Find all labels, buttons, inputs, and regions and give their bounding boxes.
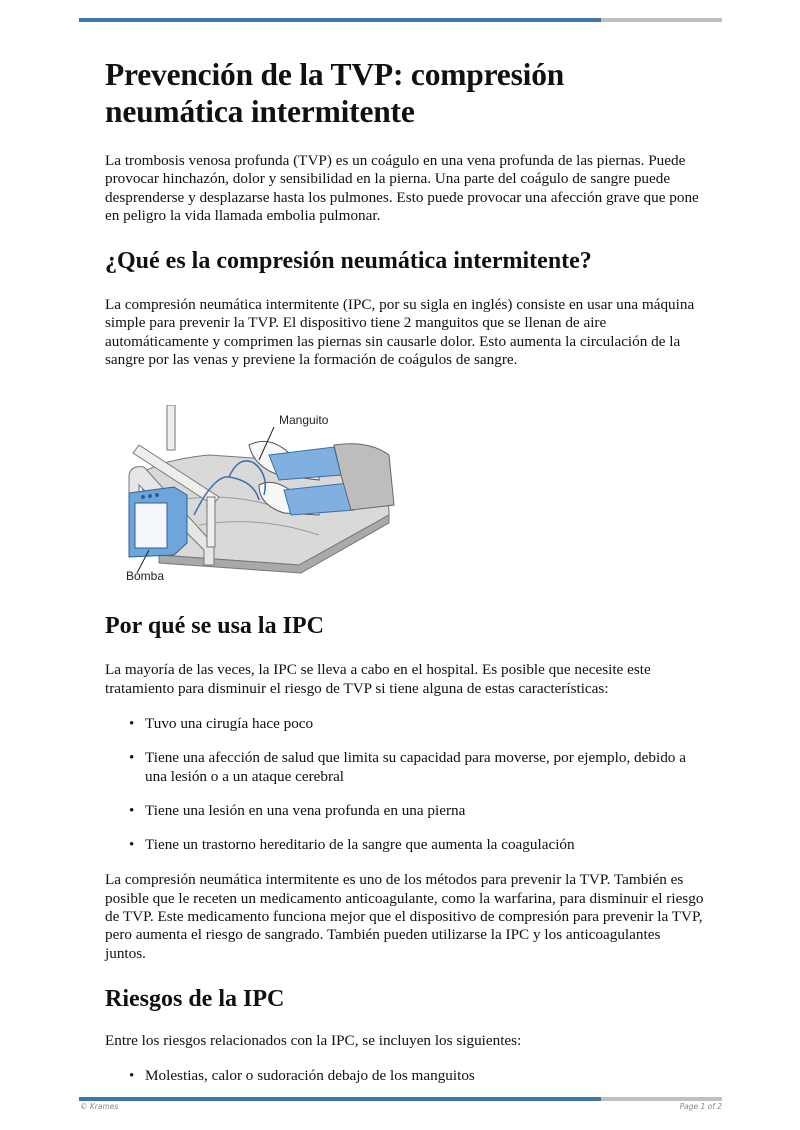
section-heading-why: Por qué se usa la IPC <box>105 613 324 640</box>
list-item: • Tiene un trastorno hereditario de la sangre que aumenta la coagulación <box>145 836 705 854</box>
header-bar-gray <box>601 18 722 22</box>
risks-list <box>105 1067 705 1085</box>
footer-bar-gray <box>601 1097 722 1101</box>
list-item: • Tuvo una cirugía hace poco <box>145 715 705 733</box>
section-body-risks: Entre los riesgos relacionados con la IPC, se incluyen los siguientes: <box>105 1031 522 1049</box>
footer-copyright: © Krames <box>80 1102 119 1111</box>
ipc-device-drawing <box>119 405 419 585</box>
section-body-why: La mayoría de las veces, la IPC se lleva a cabo en el hospital. Es posible que necesite este tratamiento para disminuir el riesgo de TVP si tiene alguna de estas características: <box>105 661 651 697</box>
why-list <box>105 715 705 854</box>
section-heading-risks: Riesgos de la IPC <box>105 985 285 1012</box>
footer-page-number: Page 1 of 2 <box>679 1102 722 1111</box>
footer-bar-blue <box>79 1097 601 1101</box>
section-heading-what-is: ¿Qué es la compresión neumática intermitente? <box>105 248 592 275</box>
footer-progress-bar <box>79 1097 722 1101</box>
header-progress-bar <box>79 18 722 22</box>
ipc-illustration <box>119 405 419 585</box>
section-body-what-is: La compresión neumática intermitente (IPC, por su sigla en inglés) consiste en usar una máquina simple para prevenir la TVP. El dispositivo tiene 2 manguitos que se llenan de aire automáticamente y comprimen las piernas sin causarle dolor. Esto aumenta la circulación de la sangre por las venas y previene la formación de coágulos de sangre. <box>105 296 695 369</box>
label-pump: Bomba <box>126 569 165 584</box>
document-content <box>105 56 705 1086</box>
section-after-why: La compresión neumática intermitente es uno de los métodos para prevenir la TVP. También es posible que le receten un medicamento anticoagulante, como la warfarina, para disminuir el riesgo de TVP. Este medicamento funciona mejor que el dispositivo de compresión para prevenir la TVP, pero aumenta el riesgo de sangrado. También pueden utilizarse la IPC y los anticoagulantes juntos. <box>105 871 704 962</box>
list-item: • Molestias, calor o sudoración debajo de los manguitos <box>145 1067 705 1085</box>
intro-paragraph: La trombosis venosa profunda (TVP) es un coágulo en una vena profunda de las piernas. Puede provocar hinchazón, dolor y sensibilidad en la pierna. Una parte del coágulo de sangre puede desprenderse y desplazarse hasta los pulmones. Esto puede provocar una afección grave que pone en peligro la vida llamada embolia pulmonar. <box>105 152 699 224</box>
label-cuff: Manguito <box>279 413 329 428</box>
list-item: • Tiene una lesión en una vena profunda en una pierna <box>145 802 705 820</box>
list-item: • Tiene una afección de salud que limita su capacidad para moverse, por ejemplo, debido a una lesión o a un ataque cerebral <box>145 749 705 786</box>
page-title: Prevención de la TVP: compresión neumática intermitente <box>105 57 565 129</box>
header-bar-blue <box>79 18 601 22</box>
